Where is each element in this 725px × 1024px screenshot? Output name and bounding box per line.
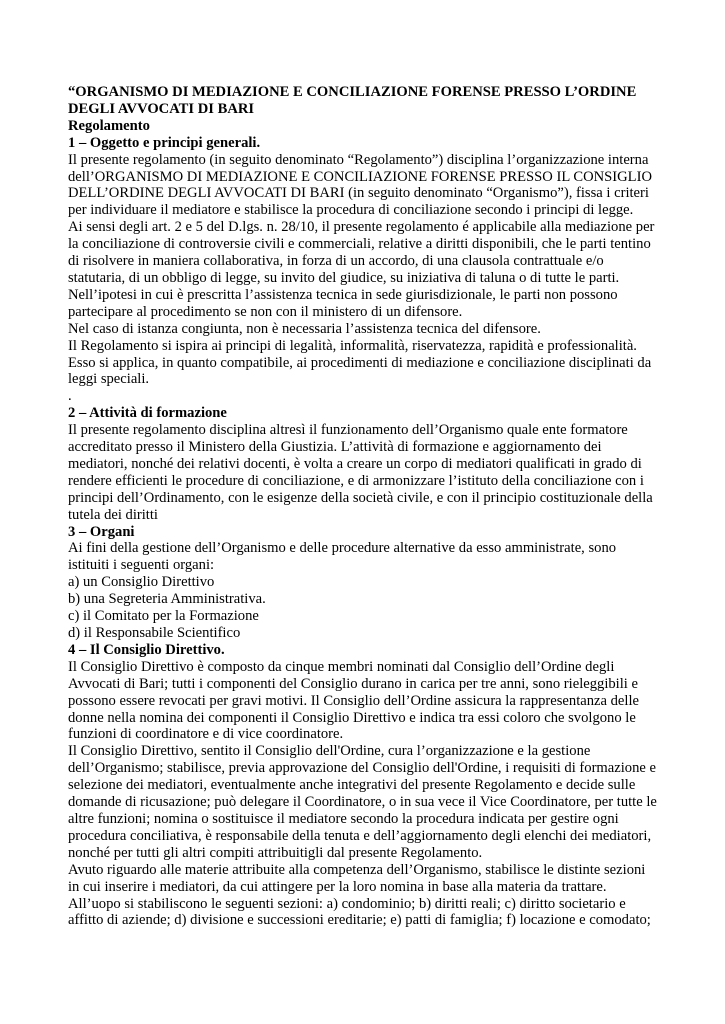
paragraph: Il Consiglio Direttivo, sentito il Consiglio dell'Ordine, cura l’organizzazione e la gestione dell’Organismo; stabilisce, previa approvazione del Consiglio dell'Ordine, i requisiti di formazione e selezione dei mediatori, eventualmente anche integrativi del presente Regolamento e decide sulle domande di ricusazione; può delegare il Coordinatore, o in sua vece il Vice Coordinatore, per tutte le altre funzioni; nomina o sostituisce il mediatore secondo la procedura indicata per gestire ogni procedura conciliativa, è responsabile della tenuta e dell’aggiornamento degli elenchi dei mediatori, nonché per tutti gli altri compiti attribuitigli dal presente Regolamento.: [68, 743, 657, 861]
paragraph: Ai fini della gestione dell’Organismo e delle procedure alternative da esso amministrate, sono istituiti i seguenti organi:: [68, 540, 617, 574]
organs-list: [68, 574, 658, 642]
paragraph: Avuto riguardo alle materie attribuite alla competenza dell’Organismo, stabilisce le distinte sezioni in cui inserire i mediatori, da cui attingere per la loro nomina in base alla materia da trattare.: [68, 861, 646, 895]
paragraph: .: [68, 388, 72, 405]
section-1: [68, 135, 658, 406]
section-3: [68, 524, 658, 642]
paragraph: Il presente regolamento (in seguito denominato “Regolamento”) disciplina l’organizzazione interna dell’ORGANISMO DI MEDIAZIONE E CONCILIAZIONE FORENSE PRESSO IL CONSIGLIO DELL’ORDINE DEGLI AVVOCATI DI BARI (in seguito denominato “Organismo”), fissa i criteri per individuare il mediatore e stabilisce la procedura di conciliazione secondo i principi di legge.: [68, 151, 652, 219]
section-heading: 2 – Attività di formazione: [68, 405, 227, 422]
document-subtitle: Regolamento: [68, 117, 150, 134]
document-page: [68, 84, 658, 929]
paragraph: Ai sensi degli art. 2 e 5 del D.lgs. n. 28/10, il presente regolamento é applicabile alla mediazione per la conciliazione di controversie civili e commerciali, relative a diritti disponibili, che le parti tentino di risolvere in maniera collaborativa, in forza di un accordo, di una clausola contrattuale e/o statutaria, di un obbligo di legge, su invito del giudice, su iniziativa di taluna o di tutte le parti.: [68, 219, 655, 286]
section-2: [68, 405, 658, 523]
paragraph: Il Consiglio Direttivo è composto da cinque membri nominati dal Consiglio dell’Ordine degli Avvocati di Bari; tutti i componenti del Consiglio durano in carica per tre anni, sono rieleggibili e possono essere revocati per gravi motivi. Il Consiglio dell’Ordine assicura la rappresentanza delle donne nella nomina dei componenti il Consiglio Direttivo e indica tra essi coloro che svolgono le funzioni di coordinatore e di vice coordinatore.: [68, 658, 639, 743]
paragraph: Nel caso di istanza congiunta, non è necessaria l’assistenza tecnica del difensore.: [68, 320, 541, 337]
paragraph: Nell’ipotesi in cui è prescritta l’assistenza tecnica in sede giurisdizionale, le parti non possono partecipare al procedimento se non con il ministero di un difensore.: [68, 286, 618, 320]
section-4: [68, 642, 658, 929]
section-heading: 3 – Organi: [68, 523, 135, 540]
paragraph: All’uopo si stabiliscono le seguenti sezioni: a) condominio; b) diritti reali; c) diritto societario e affitto di aziende; d) divisione e successioni ereditarie; e) patti di famiglia; f) locazione e comodato;: [68, 895, 651, 929]
document-title: “ORGANISMO DI MEDIAZIONE E CONCILIAZIONE FORENSE PRESSO L’ORDINE DEGLI AVVOCATI DI BARI: [68, 84, 637, 117]
list-item: a) un Consiglio Direttivo: [68, 574, 215, 591]
section-heading: 4 – Il Consiglio Direttivo.: [68, 641, 225, 658]
list-item: b) una Segreteria Amministrativa.: [68, 591, 266, 608]
list-item: c) il Comitato per la Formazione: [68, 608, 259, 625]
paragraph: Il presente regolamento disciplina altresì il funzionamento dell’Organismo quale ente formatore accreditato presso il Ministero della Giustizia. L’attività di formazione e aggiornamento dei mediatori, nonché dei relativi docenti, è volta a creare un corpo di mediatori qualificati in grado di rendere efficienti le procedure di conciliazione, e di armonizzare l’istituto della conciliazione con i principi dell’Ordinamento, con le esigenze della società civile, e con il principio costituzionale della tutela dei diritti: [68, 422, 653, 523]
list-item: d) il Responsabile Scientifico: [68, 625, 241, 641]
section-heading: 1 – Oggetto e principi generali.: [68, 134, 261, 151]
paragraph: Il Regolamento si ispira ai principi di legalità, informalità, riservatezza, rapidità e professionalità. Esso si applica, in quanto compatibile, ai procedimenti di mediazione e conciliazione disciplinati da leggi speciali.: [68, 337, 652, 388]
